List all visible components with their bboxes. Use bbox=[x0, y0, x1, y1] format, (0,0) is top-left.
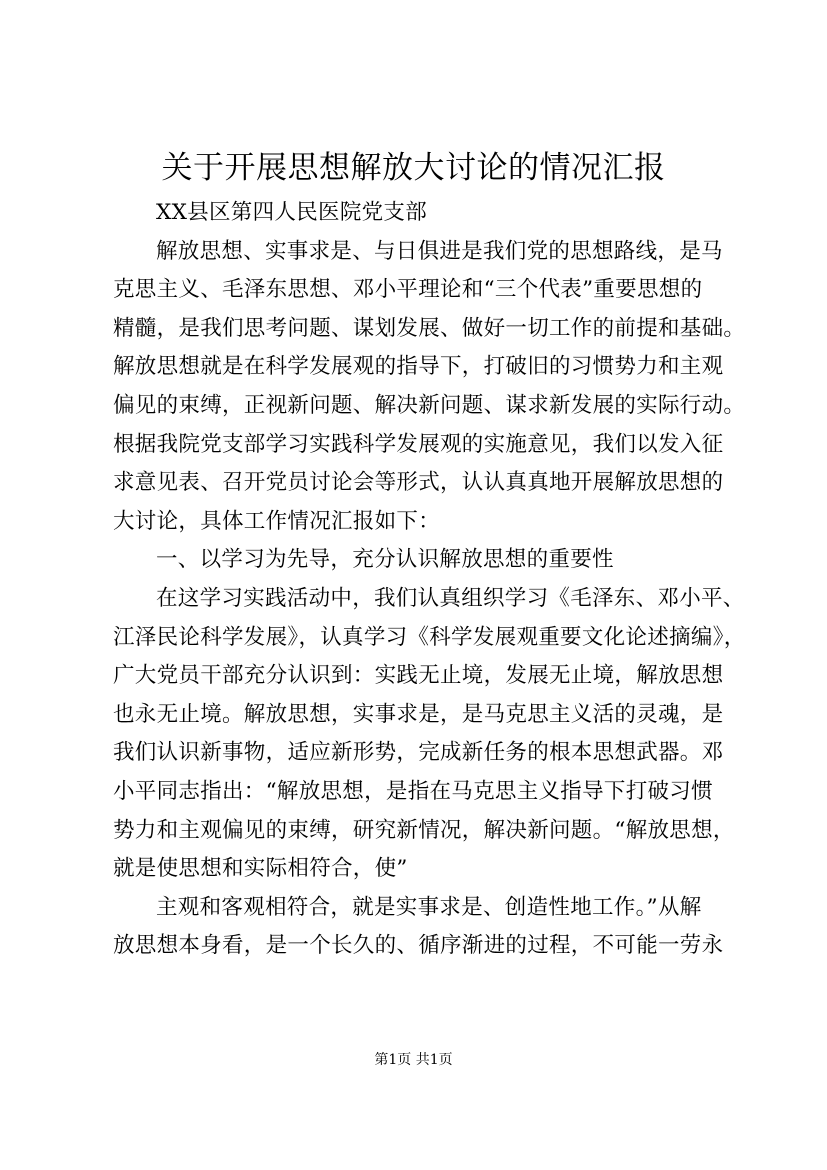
text-line: 根据我院党支部学习实践科学发展观的实施意见，我们以发入征 bbox=[113, 431, 724, 457]
text-line: 放思想本身看，是一个长久的、循序渐进的过程，不可能一劳永 bbox=[113, 933, 724, 959]
text-line: 势力和主观偏见的束缚，研究新情况，解决新问题。“解放思想， bbox=[113, 817, 735, 843]
text-line: 广大党员干部充分认识到：实践无止境，发展无止境，解放思想 bbox=[113, 663, 724, 689]
text-line: 我们认识新事物，适应新形势，完成新任务的根本思想武器。邓 bbox=[113, 740, 724, 766]
text-line: 克思主义、毛泽东思想、邓小平理论和“三个代表”重要思想的 bbox=[113, 277, 703, 303]
text-line: 在这学习实践活动中，我们认真组织学习《毛泽东、邓小平、 bbox=[156, 585, 745, 611]
text-line: 精髓，是我们思考问题、谋划发展、做好一切工作的前提和基础。 bbox=[113, 315, 746, 341]
text-line: 主观和客观相符合，就是实事求是、创造性地工作。”从解 bbox=[156, 894, 702, 920]
text-line: 偏见的束缚，正视新问题、解决新问题、谋求新发展的实际行动。 bbox=[113, 392, 746, 418]
text-line: 求意见表、召开党员讨论会等形式，认认真真地开展解放思想的 bbox=[113, 470, 724, 496]
text-line: 解放思想就是在科学发展观的指导下，打破旧的习惯势力和主观 bbox=[113, 354, 724, 380]
text-line: 江泽民论科学发展》，认真学习《科学发展观重要文化论述摘编》， bbox=[113, 624, 746, 650]
text-line-author: XX县区第四人民医院党支部 bbox=[156, 200, 428, 225]
text-line: 小平同志指出：“解放思想，是指在马克思主义指导下打破习惯 bbox=[113, 778, 713, 804]
text-line: 大讨论，具体工作情况汇报如下： bbox=[113, 508, 441, 534]
page-footer: 第1页 共1页 bbox=[374, 1052, 453, 1068]
text-line: 就是使思想和实际相符合，使” bbox=[113, 856, 408, 882]
document-title: 关于开展思想解放大讨论的情况汇报 bbox=[161, 150, 666, 186]
section-heading: 一、以学习为先导，充分认识解放思想的重要性 bbox=[156, 547, 614, 573]
text-line: 也永无止境。解放思想，实事求是，是马克思主义活的灵魂，是 bbox=[113, 701, 724, 727]
document-body bbox=[113, 194, 746, 966]
text-line: 解放思想、实事求是、与日俱进是我们党的思想路线，是马 bbox=[156, 238, 723, 264]
